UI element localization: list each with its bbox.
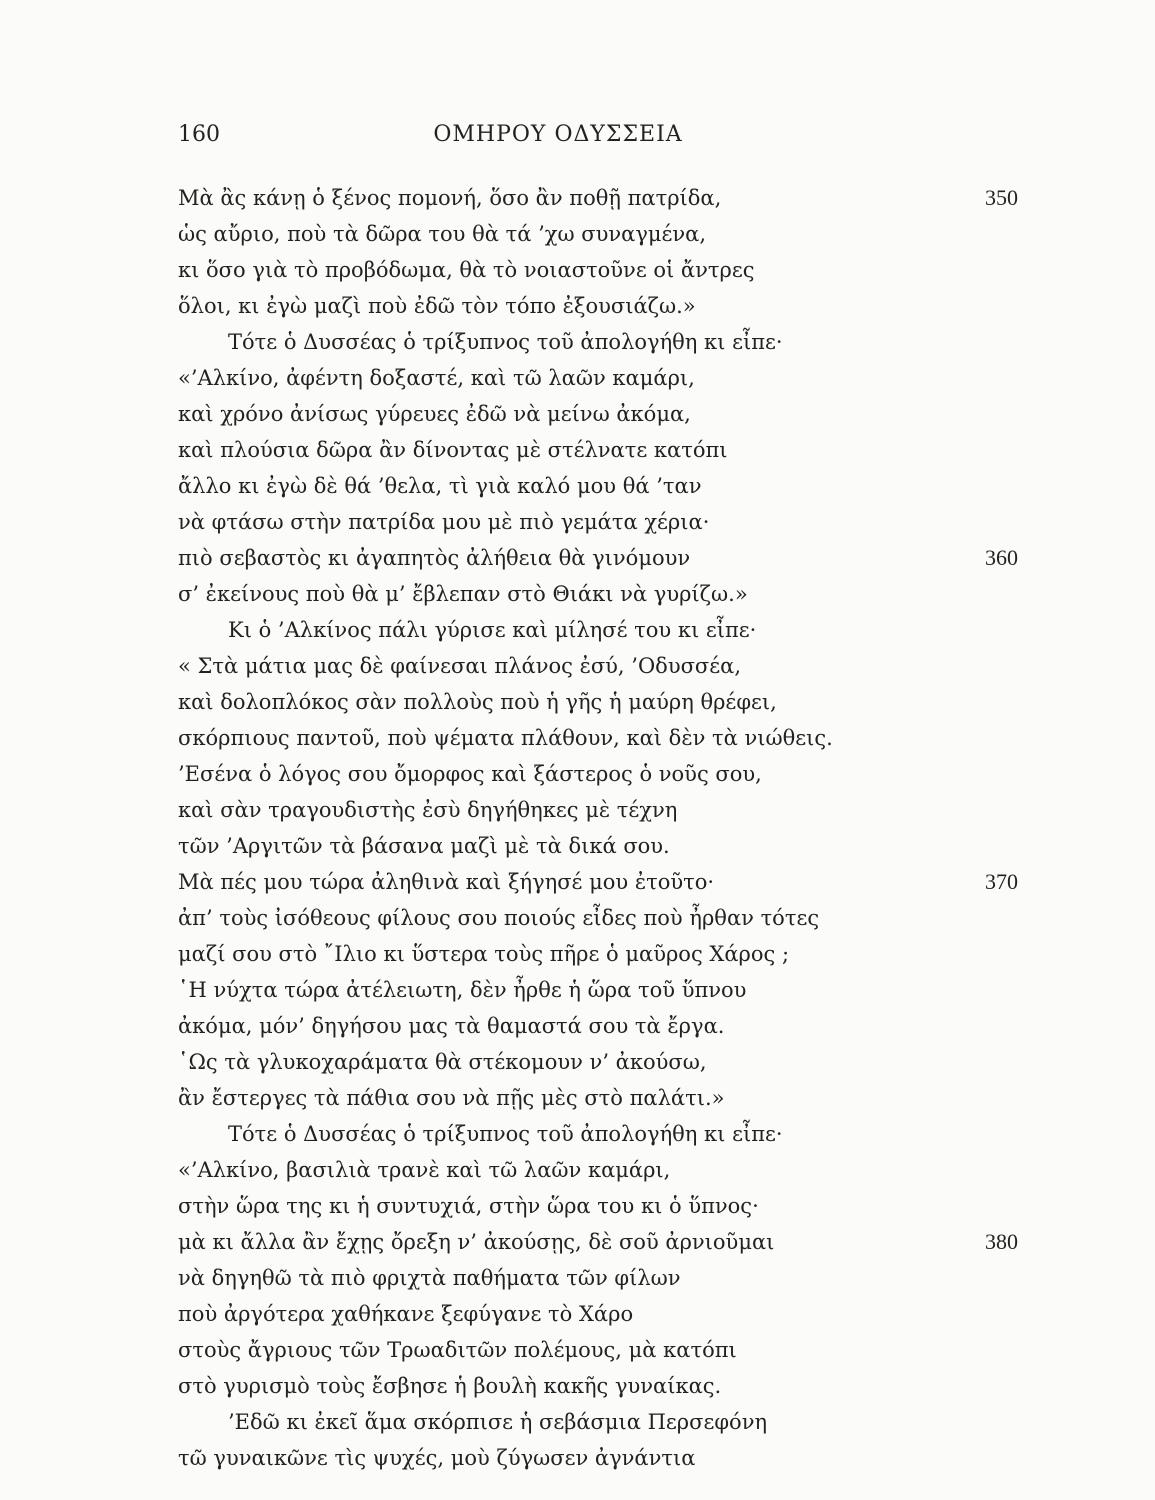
- verse-text: Τότε ὁ Δυσσέας ὁ τρίξυπνος τοῦ ἀπολογήθη κι εἶπε·: [228, 1122, 783, 1146]
- verse-text: «’Αλκίνο, βασιλιὰ τρανὲ καὶ τῶ λαῶν καμάρι,: [178, 1158, 671, 1182]
- verse-line: [178, 468, 1018, 504]
- verse-text: ἂν ἔστεργες τὰ πάθια σου νὰ πῇς μὲς στὸ παλάτι.»: [178, 1086, 725, 1110]
- verse-line: [178, 216, 1018, 252]
- verse-text: καὶ σὰν τραγουδιστὴς ἐσὺ δηγήθηκες μὲ τέχνη: [178, 798, 678, 822]
- verse-text: ποὺ ἀργότερα χαθήκανε ξεφύγανε τὸ Χάρο: [178, 1302, 634, 1326]
- verse-line: [178, 900, 1018, 936]
- verse-text: στὴν ὥρα της κι ἡ συντυχιά, στὴν ὥρα του κι ὁ ὕπνος·: [178, 1194, 759, 1218]
- verse-text: ῾Ως τὰ γλυκοχαράματα θὰ στέκομουν ν’ ἀκούσω,: [178, 1050, 707, 1074]
- verse-text: πιὸ σεβαστὸς κι ἀγαπητὸς ἀλήθεια θὰ γινόμουν: [178, 546, 691, 570]
- verse-line: [178, 720, 1018, 756]
- verse-text: σκόρπιους παντοῦ, ποὺ ψέματα πλάθουν, καὶ δὲν τὰ νιώθεις.: [178, 726, 833, 750]
- verse-line: [178, 288, 1018, 324]
- verse-text: «’Αλκίνο, ἀφέντη δοξαστέ, καὶ τῶ λαῶν καμάρι,: [178, 366, 695, 390]
- line-number: 350: [985, 185, 1018, 210]
- verse-text: ἀπ’ τοὺς ἰσόθεους φίλους σου ποιούς εἶδες ποὺ ἦρθαν τότες: [178, 906, 820, 930]
- verse-line: [178, 1260, 1018, 1296]
- page-header: [178, 120, 1018, 150]
- verse-line: [178, 252, 1018, 288]
- verse-line: [178, 648, 1018, 684]
- verse-text: ὡς αὔριο, ποὺ τὰ δῶρα του θὰ τά ’χω συναγμένα,: [178, 222, 707, 246]
- line-number: 360: [985, 545, 1018, 570]
- verse-line: [178, 864, 1018, 900]
- verse-text: νὰ δηγηθῶ τὰ πιὸ φριχτὰ παθήματα τῶν φίλων: [178, 1266, 681, 1290]
- verse-text: καὶ χρόνο ἀνίσως γύρευες ἐδῶ νὰ μείνω ἀκόμα,: [178, 402, 691, 426]
- verse-line: [178, 1404, 1018, 1440]
- verse-line: [178, 1080, 1018, 1116]
- verse-line: [178, 792, 1018, 828]
- page-number: 160: [178, 122, 220, 147]
- verse-line: [178, 360, 1018, 396]
- verse-line: [178, 1152, 1018, 1188]
- verse-line: [178, 756, 1018, 792]
- verse-text: σ’ ἐκείνους ποὺ θὰ μ’ ἔβλεπαν στὸ Θιάκι νὰ γυρίζω.»: [178, 582, 748, 606]
- verse-text: ἄλλο κι ἐγὼ δὲ θά ’θελα, τὶ γιὰ καλό μου θά ’ταν: [178, 474, 702, 498]
- verse-line: [178, 1224, 1018, 1260]
- verse-line: [178, 1044, 1018, 1080]
- verse-text: Μὰ πές μου τώρα ἀληθινὰ καὶ ξήγησέ μου ἐτοῦτο·: [178, 870, 715, 894]
- verse-text: τῶν ’Αργιτῶν τὰ βάσανα μαζὶ μὲ τὰ δικά σου.: [178, 834, 670, 858]
- verse-line: [178, 324, 1018, 360]
- verse-text: στὸ γυρισμὸ τοὺς ἔσβησε ἡ βουλὴ κακῆς γυναίκας.: [178, 1374, 722, 1398]
- verse-text: καὶ πλούσια δῶρα ἂν δίνοντας μὲ στέλνατε κατόπι: [178, 438, 728, 462]
- verse-text: ῾Η νύχτα τώρα ἀτέλειωτη, δὲν ἦρθε ἡ ὥρα τοῦ ὕπνου: [178, 978, 747, 1002]
- verse-line: [178, 1440, 1018, 1476]
- verse-text: στοὺς ἄγριους τῶν Τρωαδιτῶν πολέμους, μὰ κατόπι: [178, 1338, 737, 1362]
- verse-line: [178, 1296, 1018, 1332]
- verse-text: κι ὅσο γιὰ τὸ προβόδωμα, θὰ τὸ νοιαστοῦνε οἱ ἄντρες: [178, 258, 755, 282]
- verse-line: [178, 1332, 1018, 1368]
- running-title: ΟΜΗΡΟΥ ΟΔΥΣΣΕΙΑ: [433, 122, 683, 147]
- verse-text: καὶ δολοπλόκος σὰν πολλοὺς ποὺ ἡ γῆς ἡ μαύρη θρέφει,: [178, 690, 777, 714]
- verse-text: μαζί σου στὸ ῎Ιλιο κι ὕστερα τοὺς πῆρε ὁ μαῦρος Χάρος ;: [178, 942, 790, 966]
- verse-text: Τότε ὁ Δυσσέας ὁ τρίξυπνος τοῦ ἀπολογήθη κι εἶπε·: [228, 330, 783, 354]
- verse-line: [178, 180, 1018, 216]
- verse-line: [178, 540, 1018, 576]
- verse-text: ’Εδῶ κι ἐκεῖ ἅμα σκόρπισε ἡ σεβάσμια Περσεφόνη: [228, 1410, 768, 1434]
- verse-line: [178, 1368, 1018, 1404]
- verse-text: ἀκόμα, μόν’ δηγήσου μας τὰ θαμαστά σου τὰ ἔργα.: [178, 1014, 725, 1038]
- verse-line: [178, 612, 1018, 648]
- verse-text: μὰ κι ἄλλα ἂν ἔχῃς ὄρεξη ν’ ἀκούσῃς, δὲ σοῦ ἀρνιοῦμαι: [178, 1230, 775, 1254]
- verse-line: [178, 1188, 1018, 1224]
- line-number: 370: [985, 869, 1018, 894]
- verse-line: [178, 684, 1018, 720]
- verse-line: [178, 828, 1018, 864]
- line-number: 380: [985, 1229, 1018, 1254]
- verse-line: [178, 1116, 1018, 1152]
- verse-line: [178, 396, 1018, 432]
- verse-block: [178, 180, 1018, 1476]
- verse-text: Κι ὁ ’Αλκίνος πάλι γύρισε καὶ μίλησέ του κι εἶπε·: [228, 618, 757, 642]
- verse-line: [178, 1008, 1018, 1044]
- verse-line: [178, 504, 1018, 540]
- verse-text: ’Εσένα ὁ λόγος σου ὄμορφος καὶ ξάστερος ὁ νοῦς σου,: [178, 762, 762, 786]
- verse-line: [178, 432, 1018, 468]
- verse-text: τῶ γυναικῶνε τὶς ψυχές, μοὺ ζύγωσεν ἀγνάντια: [178, 1446, 696, 1470]
- verse-line: [178, 972, 1018, 1008]
- verse-text: ὅλοι, κι ἐγὼ μαζὶ ποὺ ἐδῶ τὸν τόπο ἐξουσιάζω.»: [178, 294, 696, 318]
- verse-text: « Στὰ μάτια μας δὲ φαίνεσαι πλάνος ἐσύ, ’Οδυσσέα,: [178, 654, 741, 678]
- verse-text: Μὰ ἂς κάνῃ ὁ ξένος πομονή, ὅσο ἂν ποθῇ πατρίδα,: [178, 186, 722, 210]
- verse-text: νὰ φτάσω στὴν πατρίδα μου μὲ πιὸ γεμάτα χέρια·: [178, 510, 710, 534]
- verse-line: [178, 936, 1018, 972]
- verse-line: [178, 576, 1018, 612]
